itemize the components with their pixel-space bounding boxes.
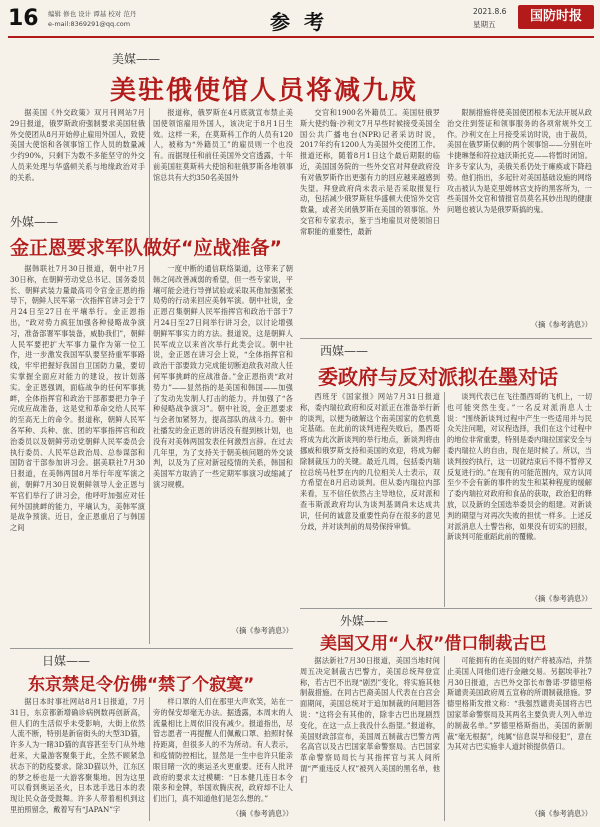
- article1-col2: 报道称，俄罗斯在4月底就宣布禁止美国使领馆雇用外国人，该决定于8月1日生效。这样一来，在莫斯科工作的人员有120人，被称为“外籍员工”的雇员则一个也没有。而据现任和前任美国外交官透露，十年前美国驻莫斯科大使馆和驻俄罗斯各地领事馆总共有大约350名美国外: [153, 108, 293, 182]
- article3-kicker: 西媒——: [320, 344, 369, 358]
- article4-col1: 据日本时事社网站8月1日报道，7月31日，东京都新增确诊病例数再创新高，但人们的生活似乎未受影响，大街上依然人流不断，特别是新宿街头的大型3D猫，许多人为一睹3D猫的真容甚至专门从外地赶来，大量游客聚集于此，全然不顾紧急状态下的防疫要求。除3D猫以外，江东区的梦之桥也是一大游客聚集地。因为这里可以看到奥运圣火，日本选手选日本的表现让民众备受鼓舞。许多人带着相机到这里拍照留念，戴着写有“JAPAN”字: [10, 697, 145, 814]
- article4-headline: 东京禁足令仿佛“禁了个寂寞”: [28, 675, 255, 695]
- newspaper-logo: 国防时报: [518, 5, 594, 29]
- article5-source: （摘《参考消息》）: [530, 809, 592, 818]
- article2-source: （摘《参考消息》）: [231, 626, 293, 635]
- article3-source: （摘《参考消息》）: [530, 594, 592, 603]
- article4-source: （摘《参考消息》）: [231, 809, 293, 818]
- article4-col2: 样口罩的人们在那里大声欢笑，站在一旁的保安却毫无办法。据透露，本周末的人流量相比上周依旧没有减少。报道指出，尽管志愿者一再提醒人们佩戴口罩、拍照时保持距离，但很多人的不为所动。有人表示，和疫情防控相比，显然是一生中也许只能亲眼目睹一次的奥运圣火更重要。还有人批评政府的要求太过模糊：“日本健几连日本令限多和金牌，举国欢腾庆祝，政府却不让人们出门，真不知道他们是怎么想的。”: [153, 697, 293, 804]
- article1-headline: 美驻俄使馆人员将减九成: [110, 76, 419, 106]
- header-rule: [8, 36, 594, 38]
- article1-source: （摘《参考消息》）: [530, 320, 592, 329]
- article3-headline: 委政府与反对派拟在墨对话: [318, 365, 558, 389]
- issue-weekday: 星期五: [473, 20, 496, 29]
- article5-col1: 据法新社7月30日报道，美国当地时间周五决定制裁古巴警方，美国总统拜登宣称，若古巴不出现“剧烈”变化，将实施其他制裁措施。在同古巴裔美国人代表在白宫会面期间，美国总统对于追加制裁的问题回答说：“这将会有其他的，除非古巴出现剧烈变化，在这一点上我没什么指望。”报道称，美国财政部宣布，美国周五制裁古巴警方两名高官以及古巴国家革命警察局。古巴国家革命警察局局长与其指挥官与其人间所谓“严重违反人权”被列入美国的黑名单，他们: [300, 656, 440, 784]
- article2-col1: 据韩联社7月30日报道，朝中社7月30日称，在朝鲜劳动党总书记、国务委员长、朝鲜武装力量最高司令官金正恩的指导下，朝鲜人民军第一次指挥官讲习会于7月24日至27日在平壤举行。金正恩指出，“政对势力疯狂加强各种侵略战争演习，准备部署军事装备，威胁我们”，朝鲜人民军要把扩大军事力量作为第一位工作，进一步激发我国军队要坚持重军事路线，牢牢把握好我国自卫国防力量，要切实掌握全面应对能力的建设，按计划落实。金正恩强调，面临战争的任何军事挑衅，全体指挥官和政治干部都要把力争子完成应战准备，这是党和革命交给人民军的至高无上的命令。报道称，朝鲜人民军各军种、兵种、旅、团的军事指挥官和政治委员以及朝鲜劳动党朝鲜人民军委员会执行委员、人民军总政治局、总参谋部和国防省干部参加讲习会。据美联社7月30日报道，在美韩两国8月举行年度军演之前，朝鲜7月30日说朝鲜领导人金正恩与军官们举行了讲习会，他呼吁加强应对任何外国挑衅的能力，平壤认为，美韩军演是战争预演。近日，金正恩重启了与韩国之间: [10, 264, 145, 533]
- column-divider: [149, 264, 150, 644]
- article2-kicker: 外媒——: [10, 215, 59, 229]
- column-divider: [444, 392, 445, 607]
- article2-headline: 金正恩要求军队做好“应战准备”: [10, 237, 282, 259]
- section-divider: [300, 338, 592, 339]
- section-divider: [10, 648, 293, 649]
- article3-col2: 谈判代表已在飞往墨西哥的飞机上，一切也可能突然生变。”一名反对派消息人士说：“围绕新谈判过程中产生一些适用并与民众关注问题，对议程选择，我们在这个过程中的地位非常重要，特别是委内瑞拉国家安全与委内瑞拉人的自由，现在是时候了。所以，当谈判按约执行，这一切就结束后不得不暂停又反复进行的。”在现有的可能范围内，双方认同至少不会有新的事件的发生和某种程度的缓解了委内瑞拉对政府和食品的获取，政治犯的释放，以及新的全国选举委员会的组建。对新谈判的期望与对再次失败的担忧一样多。上述反对派消息人士警告称，如果没有切实的回报，新谈判可能重蹈此前的覆辙。: [447, 392, 592, 542]
- article1-kicker: 美媒——: [112, 52, 161, 66]
- article1-col3: 交官和1900名外籍员工。美国驻俄罗斯大使约翰·沙利文7月早些时候接受美国全国公共广播电台(NPR)记者采访时说，2017年约有1200人为美国外交使团工作。报道还称，随着8月1日这个最后期限的临近，美国国务院的一些外交官对拜登政府没有对俄罗斯作出更强有力的回应越来越感到失望。拜登政府尚未表示是否采取报复行动，包括减少俄罗斯驻华盛顿大使馆外交官数量，或者关闭俄罗斯在美国的领事馆。外交官和专家表示，鉴于当地雇员对使领馆日常职能的重要性，最新: [300, 108, 440, 236]
- page-number: 16: [8, 6, 39, 31]
- article3-col1: 西班牙《国家报》网站7月31日报道称，委内瑞拉政府和反对派正在准备举行新的谈判，以便为破解这个南美国家的危机奠定基础。在此前的谈判进程失败后，墨西哥将成为此次新谈判的举行地点，新谈判将由挪威和俄罗斯支持和美国的欢迎，将成为解除制裁压力的关键。最近几周，包括委内瑞拉总统马杜罗在内的几位相关人士表示，双方希望在8月启动谈判。但从委内瑞拉内部来看，互不信任依然占主导地位，反对派和查韦斯派政府均认为谈判基调尚未达成共识，任何的诚意及重要性尚存在很多的意见分歧，并对谈判前的局势保持审慎。: [300, 392, 440, 531]
- page-header: [0, 0, 600, 44]
- article5-col2: 可能拥有的在美国的财产将被冻结，并禁止美国人同他们进行金融交易。另据埃菲社7月30日报道，古巴外交部长布鲁诺·罗德里格斯谴责美国政府周五宣称的所谓制裁措施。罗德里格斯发推文称：“我强烈谴责美国将古巴国家革命警察局及其两名主要负责人列入单边的制裁名单。”罗德里格斯指出，美国的新制裁“毫无根据”，纯属“信息误导和侵犯”，意在为其对古巴实施非人道封锁提供借口。: [447, 656, 592, 752]
- article4-kicker: 日媒——: [42, 654, 91, 668]
- issue-date: 2021.8.6: [473, 7, 507, 16]
- section-title: 参考: [270, 10, 338, 34]
- article5-headline: 美国又用“人权”借口制裁古巴: [320, 634, 547, 654]
- column-divider: [444, 656, 445, 821]
- article1-col4: 限制措施将使美国使团根本无法开展从政治交往到签证和领事服务的各项常规外交工作。沙利文在上月接受采访时说，由于裁员，美国在俄罗斯仅剩的两个领事馆——分别在叶卡捷琳堡和符拉迪沃斯托克——将暂时闭馆。许多专家认为，美俄关系仍处于瘫痪或下降趋势。他们指出，多起针对美国基础设施的网络攻击被认为是克里姆林宫支持的黑客所为，一些美国外交官和情报官员莫名其妙出现的健康问题也被认为是俄罗斯搞的鬼。: [447, 108, 592, 215]
- email-line: e-mail:8369291@qq.com: [48, 20, 131, 28]
- article5-kicker: 外媒——: [340, 614, 389, 628]
- section-divider: [300, 608, 592, 609]
- column-divider: [149, 697, 150, 821]
- editors-line: 编辑 修也 设计 谭基 校对 范丹: [48, 10, 137, 18]
- article1-col1: 据美国《外交政策》双月刊网站7月29日报道，俄罗斯政府强制要求美国驻俄外交使团从8月开始停止雇用外国人，致使美国大使馆和各领事馆工作人员的数量减少约90%，只剩下为数不多能坚守的外交人员来处理与华盛顿关系与地缘政治对手的关系。: [10, 108, 145, 182]
- article2-col2: 一度中断的通信联络渠道，这带来了朝韩之间改善减弱的希望，但一些专家说，平壤可能会进行导弹试验或采取其他加强紧张局势的行动来回应美韩军演。朝中社说，金正恩召集朝鲜人民军指挥官和政治干部于7月24日至27日间举行讲习会，以讨论增强朝鲜军事实力的方法。报道说，这是朝鲜人民军成立以来首次举行此类会议。朝中社说，金正恩在讲习会上说，“全体指挥官和政治干部要致力完成能切断迫敌我对敌人任何军事挑衅的应战准备。”金正恩指责“政对势力”——显然指的是美国和韩国——加强了发动先发制人打击的能力，并加强了“各种侵略战争演习”。朝中社说，金正恩要求与会者加紧努力，提高部队的战斗力。朝中社播发的金正恩的讲话没有提到核计划，也没有对美韩两国发表任何激烈言辞。在过去几年里，为了支持关于朝美核问题的外交谈判，以及为了应对新冠疫情的关系，韩国和美国军方取消了一些定期军事演习或缩减了演习规模。: [153, 264, 293, 489]
